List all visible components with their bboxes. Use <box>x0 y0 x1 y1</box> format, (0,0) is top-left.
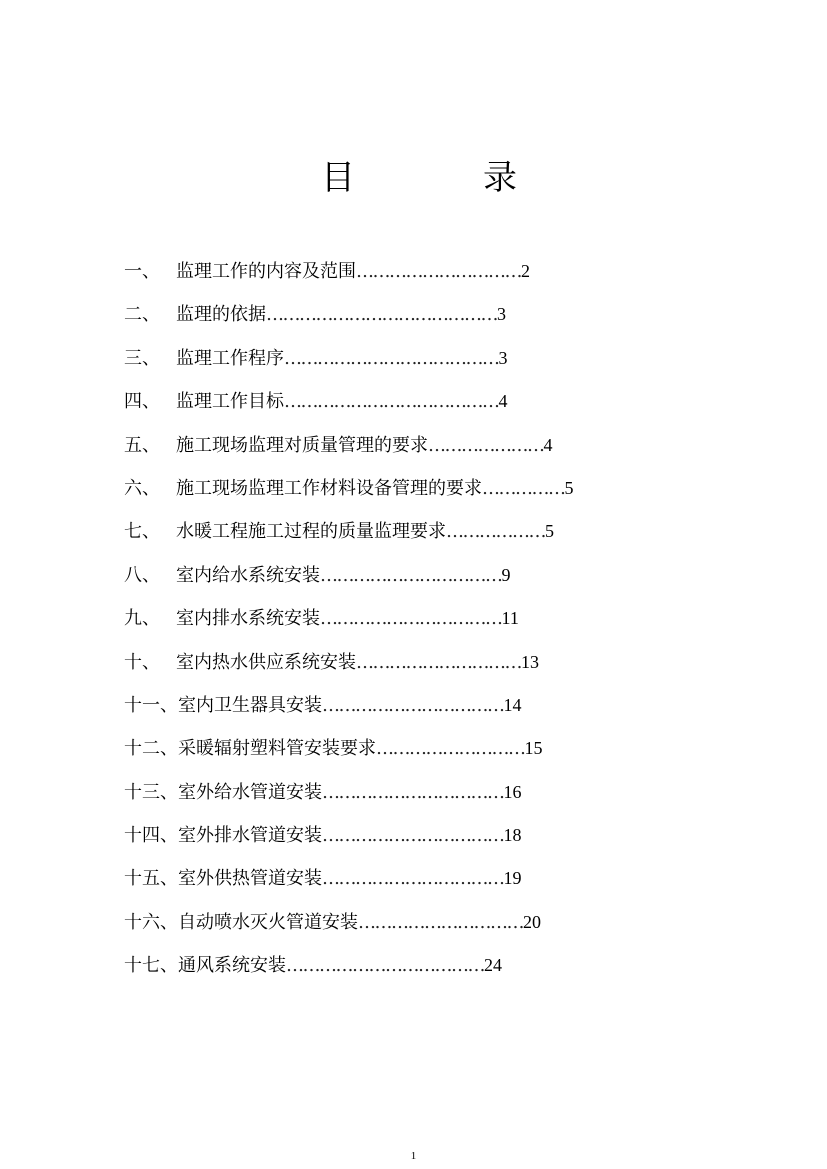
toc-entry-leader: ………………………… <box>358 911 523 933</box>
toc-entry[interactable] <box>124 944 724 987</box>
toc-entry[interactable] <box>124 337 724 380</box>
toc-entry-page: 14 <box>503 694 522 715</box>
toc-entry-page: 13 <box>521 651 539 672</box>
toc-entry-leader: …………………………… <box>320 564 502 586</box>
toc-entry-number: 七、 <box>124 521 160 543</box>
table-of-contents <box>124 250 724 988</box>
page-number: 1 <box>410 1150 417 1162</box>
toc-entry-number: 二、 <box>124 304 160 326</box>
toc-entry-text: 室外给水管道安装 <box>178 781 322 803</box>
toc-entry-text: 室外供热管道安装 <box>178 868 322 890</box>
toc-entry-leader: …………………………… <box>320 608 502 630</box>
toc-entry[interactable] <box>124 293 724 336</box>
toc-entry-text: 施工现场监理工作材料设备管理的要求 <box>176 477 482 499</box>
toc-entry-page: 2 <box>521 261 530 281</box>
toc-entry-leader: …………………………………… <box>266 304 497 326</box>
toc-entry-leader: ………………… <box>428 434 544 456</box>
toc-entry-number: 十六、 <box>124 911 178 933</box>
toc-entry[interactable] <box>124 250 724 293</box>
toc-entry-number: 十五、 <box>124 868 178 890</box>
document-title <box>0 148 827 208</box>
toc-entry-text: 室内排水系统安装 <box>176 608 320 630</box>
toc-entry-text: 监理工作的内容及范围 <box>176 261 356 282</box>
toc-entry-number: 六、 <box>124 477 160 499</box>
toc-entry[interactable] <box>124 857 724 900</box>
toc-entry-leader: ……………… <box>446 521 545 543</box>
toc-entry[interactable] <box>124 380 724 423</box>
toc-entry-text: 室内给水系统安装 <box>176 564 320 586</box>
toc-entry-number: 五、 <box>124 434 160 456</box>
toc-entry-leader: ………………………… <box>356 651 521 673</box>
toc-entry-leader: ……………………… <box>376 738 525 760</box>
title-char-1: 目 <box>321 158 355 198</box>
toc-entry-number: 四、 <box>124 391 160 413</box>
toc-entry-page: 5 <box>564 477 574 498</box>
toc-entry-leader: …………………………… <box>322 781 504 803</box>
toc-entry-leader: ……………………………… <box>286 955 484 977</box>
toc-entry-leader: …………… <box>482 477 565 499</box>
toc-entry-page: 16 <box>503 781 522 802</box>
toc-entry-text: 施工现场监理对质量管理的要求 <box>176 434 428 456</box>
toc-entry-page: 4 <box>543 434 553 455</box>
toc-entry-text: 室内卫生器具安装 <box>178 694 322 716</box>
toc-entry-text: 室外排水管道安装 <box>178 825 322 847</box>
toc-entry[interactable] <box>124 641 724 684</box>
toc-entry-number: 十一、 <box>124 694 178 716</box>
toc-entry-number: 十七、 <box>124 955 178 977</box>
toc-entry-page: 20 <box>523 911 541 932</box>
toc-entry-text: 监理工作程序 <box>176 347 284 369</box>
toc-entry[interactable] <box>124 684 724 727</box>
toc-entry[interactable] <box>124 554 724 597</box>
toc-entry-number: 十、 <box>124 651 160 673</box>
toc-entry-page: 19 <box>503 868 522 889</box>
toc-entry-number: 一、 <box>124 261 160 282</box>
toc-entry-leader: …………………………… <box>322 868 504 890</box>
toc-entry[interactable] <box>124 727 724 770</box>
toc-entry[interactable] <box>124 467 724 510</box>
toc-entry-text: 室内热水供应系统安装 <box>176 651 356 673</box>
toc-entry-page: 9 <box>501 564 511 585</box>
toc-entry-page: 5 <box>545 521 554 542</box>
toc-entry-number: 十四、 <box>124 825 178 847</box>
toc-entry-text: 水暖工程施工过程的质量监理要求 <box>176 521 446 543</box>
title-char-2: 录 <box>483 158 517 198</box>
toc-entry-page: 11 <box>501 608 519 629</box>
toc-entry-leader: …………………………… <box>322 825 504 847</box>
toc-entry-page: 3 <box>497 304 506 325</box>
toc-entry-leader: ………………………… <box>356 261 521 282</box>
toc-entry-text: 自动喷水灭火管道安装 <box>178 911 358 933</box>
toc-entry-text: 监理的依据 <box>176 304 266 326</box>
toc-entry[interactable] <box>124 424 724 467</box>
toc-entry-number: 十三、 <box>124 781 178 803</box>
toc-entry[interactable] <box>124 597 724 640</box>
toc-entry-text: 采暖辐射塑料管安装要求 <box>178 738 376 760</box>
toc-entry-number: 三、 <box>124 347 160 369</box>
toc-entry-leader: …………………………… <box>322 694 504 716</box>
toc-entry-page: 4 <box>498 391 508 412</box>
toc-entry-page: 15 <box>524 738 543 759</box>
toc-entry[interactable] <box>124 814 724 857</box>
toc-entry[interactable] <box>124 901 724 944</box>
toc-entry[interactable] <box>124 510 724 553</box>
toc-entry-number: 九、 <box>124 608 160 630</box>
toc-entry-page: 24 <box>484 955 502 976</box>
toc-entry-page: 3 <box>498 347 508 368</box>
toc-entry-page: 18 <box>503 825 522 846</box>
toc-entry-number: 八、 <box>124 564 160 586</box>
toc-entry-number: 十二、 <box>124 738 178 760</box>
toc-entry-leader: ………………………………… <box>284 347 499 369</box>
toc-entry-leader: ………………………………… <box>284 391 499 413</box>
toc-entry[interactable] <box>124 771 724 814</box>
toc-entry-text: 通风系统安装 <box>178 955 286 977</box>
toc-entry-text: 监理工作目标 <box>176 391 284 413</box>
